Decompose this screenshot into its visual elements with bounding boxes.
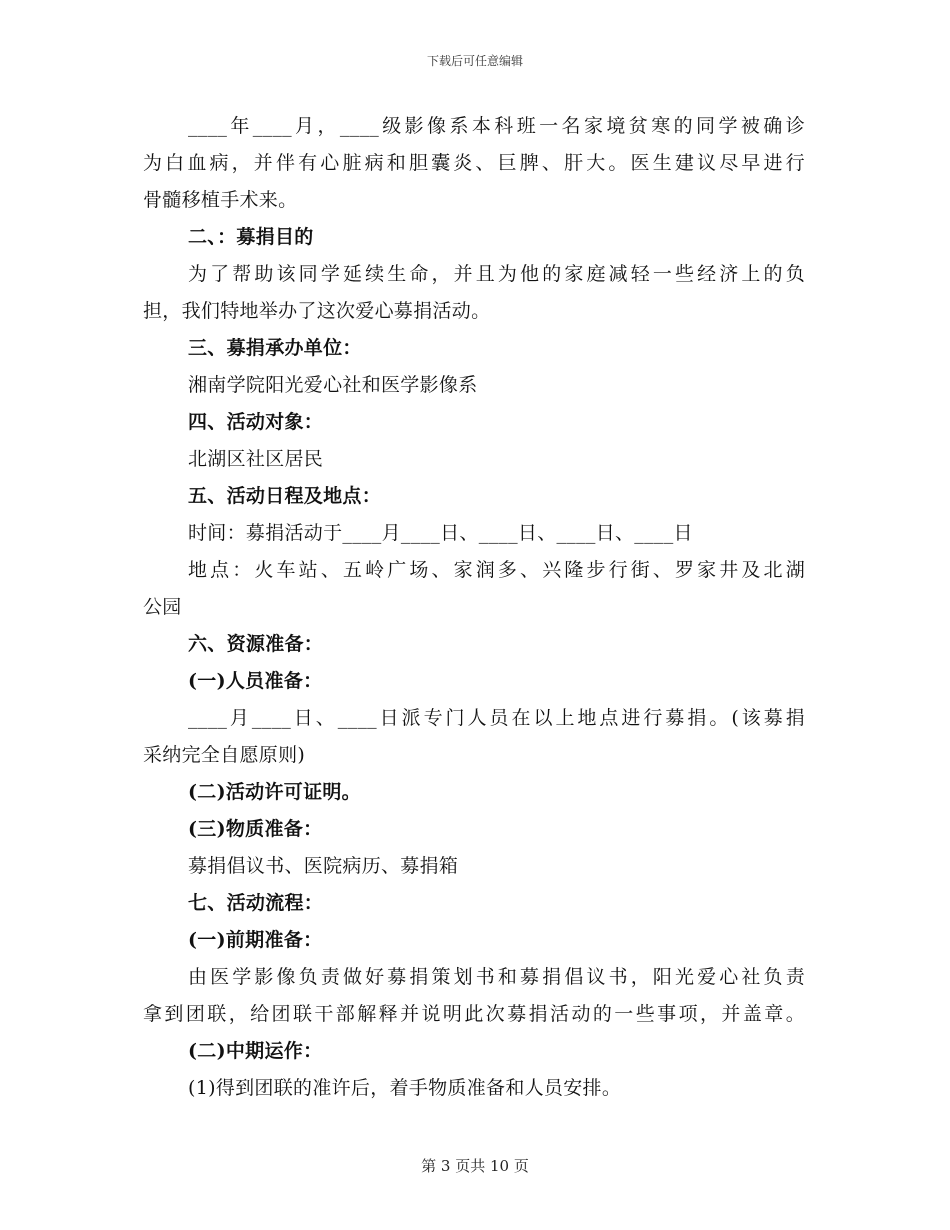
- page-header-note: 下载后可任意编辑: [426, 54, 523, 68]
- body-text-line: 地点：火车站、五岭广场、家润多、兴隆步行街、罗家井及北湖: [188, 559, 805, 581]
- body-text-line: ____年____月，____级影像系本科班一名家境贫寒的同学被确诊: [188, 115, 805, 137]
- section-heading: 四、活动对象：: [188, 411, 324, 433]
- body-text-line: 采纳完全自愿原则): [143, 744, 306, 766]
- body-text-line: 为白血病，并伴有心脏病和胆囊炎、巨脾、肝大。医生建议尽早进行: [143, 152, 805, 174]
- section-heading: (二)中期运作：: [188, 1040, 323, 1062]
- body-text-line: 拿到团联，给团联干部解释并说明此次募捐活动的一些事项，并盖章。: [143, 1003, 805, 1025]
- section-heading: 六、资源准备：: [188, 633, 324, 655]
- section-heading: 七、活动流程：: [188, 892, 324, 914]
- body-text-line: 由医学影像负责做好募捐策划书和募捐倡议书，阳光爱心社负责: [188, 966, 805, 988]
- section-heading: (三)物质准备：: [188, 818, 323, 840]
- body-text-line: 北湖区社区居民: [188, 448, 324, 470]
- section-heading: (二)活动许可证明。: [188, 781, 361, 803]
- body-text-line: 时间：募捐活动于____月____日、____日、____日、____日: [188, 522, 693, 544]
- body-text-line: 募捐倡议书、医院病历、募捐箱: [188, 855, 459, 877]
- body-text-line: 为了帮助该同学延续生命，并且为他的家庭减轻一些经济上的负: [188, 263, 805, 285]
- section-heading: 三、募捐承办单位：: [188, 337, 362, 359]
- section-heading: 二、：募捐目的: [188, 226, 314, 248]
- body-text-line: (1)得到团联的准许后，着手物质准备和人员安排。: [188, 1077, 622, 1099]
- document-body: [143, 108, 805, 1107]
- body-text-line: 骨髓移植手术来。: [143, 189, 298, 211]
- body-text-line: 湘南学院阳光爱心社和医学影像系: [188, 374, 478, 396]
- page-footer-number: 第 3 页共 10 页: [421, 1157, 529, 1175]
- section-heading: 五、活动日程及地点：: [188, 485, 382, 507]
- body-text-line: 公园: [143, 596, 182, 618]
- body-text-line: 担，我们特地举办了这次爱心募捐活动。: [143, 300, 491, 322]
- body-text-line: ____月____日、____日派专门人员在以上地点进行募捐。(该募捐: [188, 707, 805, 729]
- section-heading: (一)前期准备：: [188, 929, 323, 951]
- section-heading: (一)人员准备：: [188, 670, 323, 692]
